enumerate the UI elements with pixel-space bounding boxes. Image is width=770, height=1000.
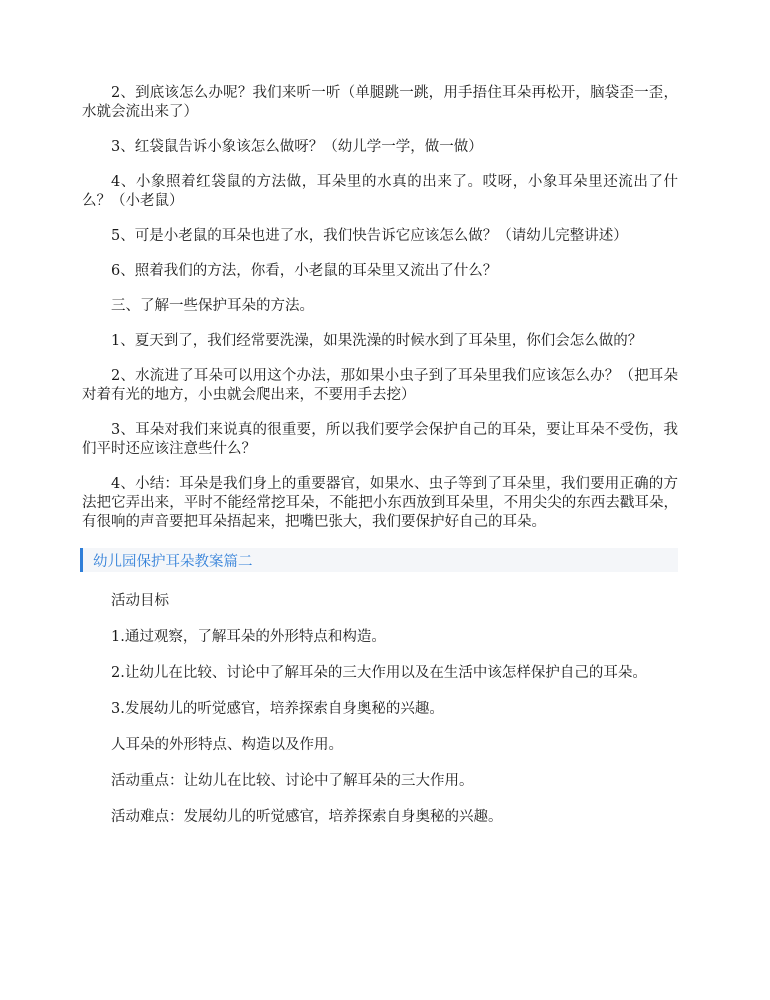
document-page [82, 84, 678, 844]
section-1 [82, 84, 678, 532]
section-heading: 幼儿园保护耳朵教案篇二 [93, 553, 253, 570]
paragraph: 2.让幼儿在比较、讨论中了解耳朵的三大作用以及在生活中该怎样保护自己的耳朵。 [111, 665, 647, 681]
paragraph: 2、水流进了耳朵可以用这个办法，那如果小虫子到了耳朵里我们应该怎么办？（把耳朵对着有光的地方，小虫就会爬出来，不要用手去挖） [82, 368, 678, 403]
section-subheading: 三、了解一些保护耳朵的方法。 [111, 298, 314, 314]
paragraph: 3.发展幼儿的听觉感官，培养探索自身奥秘的兴趣。 [111, 701, 444, 717]
paragraph: 4、小象照着红袋鼠的方法做，耳朵里的水真的出来了。哎呀，小象耳朵里还流出了什么？（小老鼠） [82, 174, 678, 209]
paragraph: 1.通过观察，了解耳朵的外形特点和构造。 [111, 629, 386, 645]
paragraph: 活动重点：让幼儿在比较、讨论中了解耳朵的三大作用。 [111, 773, 474, 789]
paragraph: 4、小结：耳朵是我们身上的重要器官，如果水、虫子等到了耳朵里，我们要用正确的方法把它弄出来，平时不能经常挖耳朵，不能把小东西放到耳朵里，不用尖尖的东西去戳耳朵，有很响的声音要把耳朵捂起来，把嘴巴张大，我们要保护好自己的耳朵。 [82, 476, 678, 530]
section-2 [82, 592, 678, 827]
paragraph: 活动目标 [111, 593, 169, 609]
paragraph: 5、可是小老鼠的耳朵也进了水，我们快告诉它应该怎么做？（请幼儿完整讲述） [111, 228, 628, 244]
paragraph: 6、照着我们的方法，你看，小老鼠的耳朵里又流出了什么？ [111, 263, 498, 279]
paragraph: 3、耳朵对我们来说真的很重要，所以我们要学会保护自己的耳朵，要让耳朵不受伤，我们平时还应该注意些什么？ [82, 422, 678, 457]
paragraph: 1、夏天到了，我们经常要洗澡，如果洗澡的时候水到了耳朵里，你们会怎么做的？ [111, 333, 643, 349]
paragraph: 活动难点：发展幼儿的听觉感官，培养探索自身奥秘的兴趣。 [111, 809, 503, 825]
paragraph: 2、到底该怎么办呢？我们来听一听（单腿跳一跳，用手捂住耳朵再松开，脑袋歪一歪，水就会流出来了） [82, 85, 678, 120]
paragraph: 人耳朵的外形特点、构造以及作用。 [111, 737, 343, 753]
section-heading-bar [80, 548, 678, 572]
paragraph: 3、红袋鼠告诉小象该怎么做呀？（幼儿学一学，做一做） [111, 139, 483, 155]
